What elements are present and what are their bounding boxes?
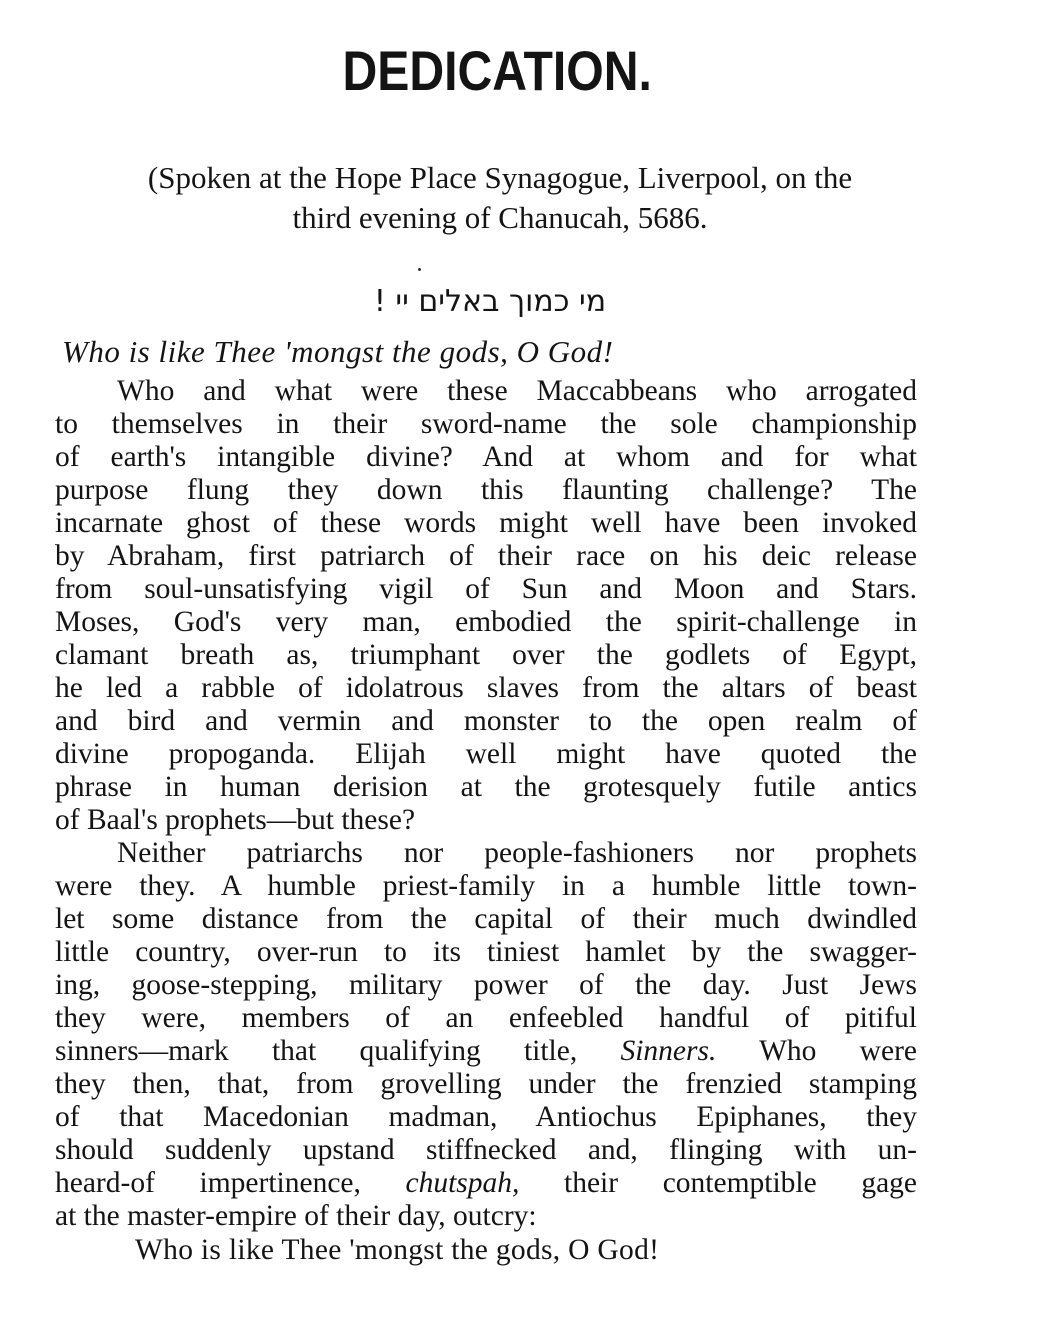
paragraph-2-line: should suddenly upstand stiffnecked and, flinging with un- (55, 1134, 917, 1166)
subtitle-line-1: (Spoken at the Hope Place Synagogue, Liverpool, on the (147, 160, 853, 195)
paragraph-2-line: let some distance from the capital of their much dwindled (55, 903, 917, 935)
line-text: sinners—mark that qualifying title, (55, 1035, 621, 1067)
line-text: heard-of impertinence, (55, 1167, 406, 1199)
page-title: DEDICATION. (342, 39, 652, 102)
paragraph-2-line: Neither patriarchs nor people-fashioners nor prophets (117, 837, 917, 869)
line-text: Who were (716, 1035, 917, 1067)
paragraph-1-line: clamant breath as, triumphant over the godlets of Egypt, (55, 639, 917, 671)
paragraph-1-line: incarnate ghost of these words might well have been invoked (55, 507, 917, 539)
paragraph-2-line: were they. A humble priest-family in a humble little town- (55, 870, 917, 902)
paragraph-1-line: from soul-unsatisfying vigil of Sun and Moon and Stars. (55, 573, 917, 605)
subtitle-line-2: third evening of Chanucah, 5686. (292, 200, 708, 235)
body-text (55, 375, 917, 1233)
printing-dot (418, 268, 421, 271)
paragraph-1-line: Moses, God's very man, embodied the spirit-challenge in (55, 606, 917, 638)
paragraph-1-line: by Abraham, first patriarch of their race on his deic release (55, 540, 917, 572)
paragraph-1-line: divine propoganda. Elijah well might have quoted the (55, 738, 917, 770)
paragraph-2-line: at the master-empire of their day, outcry: (55, 1200, 537, 1232)
epigraph: Who is like Thee 'mongst the gods, O God! (62, 334, 614, 369)
paragraph-1-line: and bird and vermin and monster to the open realm of (55, 705, 917, 737)
italic-word-chutspah: chutspah, (405, 1167, 520, 1199)
line-text: their contemptible gage (519, 1167, 918, 1199)
paragraph-2-line: they then, that, from grovelling under the frenzied stamping (55, 1068, 917, 1100)
paragraph-1-line: he led a rabble of idolatrous slaves from the altars of beast (55, 672, 917, 704)
paragraph-1-line: purpose flung they down this flaunting challenge? The (55, 474, 917, 506)
paragraph-1-line: phrase in human derision at the grotesquely futile antics (55, 771, 917, 803)
subtitle (40, 158, 960, 238)
paragraph-2-line: ing, goose-stepping, military power of the day. Just Jews (55, 969, 917, 1001)
paragraph-1-line: of Baal's prophets—but these? (55, 804, 416, 836)
paragraph-2-line: little country, over-run to its tiniest hamlet by the swagger- (55, 936, 917, 968)
paragraph-1-line: to themselves in their sword-name the sole championship (55, 408, 917, 440)
paragraph-2-line (55, 1167, 917, 1200)
paragraph-1-line: Who and what were these Maccabbeans who arrogated (117, 375, 917, 407)
hebrew-verse: מי כמוך באלים יי ! (373, 284, 607, 319)
closing-line: Who is like Thee 'mongst the gods, O God! (135, 1234, 660, 1266)
paragraph-2-line: of that Macedonian madman, Antiochus Epiphanes, they (55, 1101, 917, 1133)
paragraph-1-line: of earth's intangible divine? And at whom and for what (55, 441, 917, 473)
paragraph-2-line (55, 1035, 917, 1068)
paragraph-2-line: they were, members of an enfeebled handful of pitiful (55, 1002, 917, 1034)
italic-word-sinners: Sinners. (620, 1035, 717, 1067)
